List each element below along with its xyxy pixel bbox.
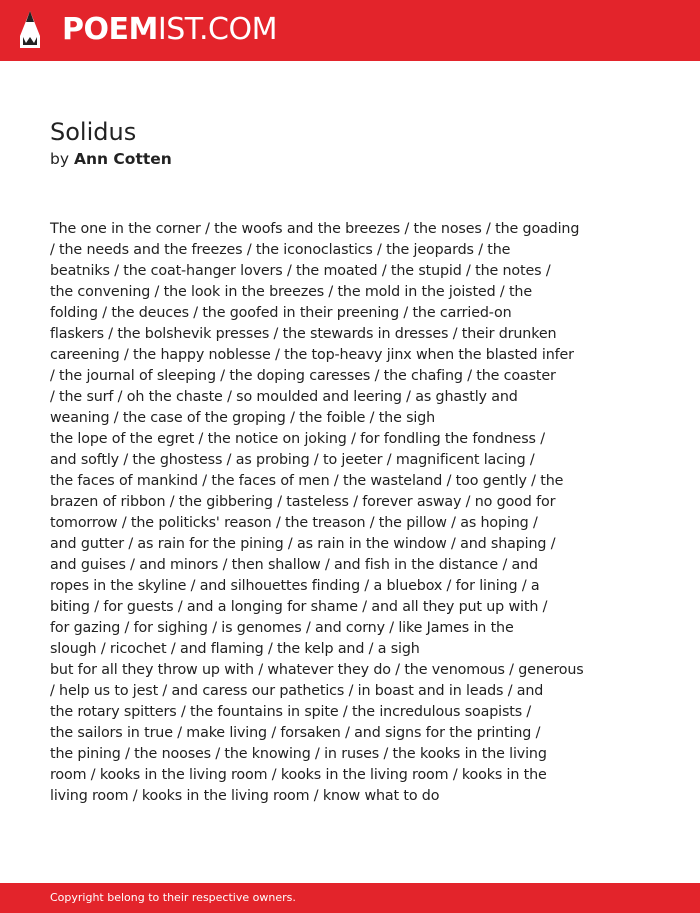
poem-line: the convening / the look in the breezes / the mold in the joisted / the: [50, 284, 532, 300]
poem-line: flaskers / the bolshevik presses / the stewards in dresses / their drunken: [50, 326, 557, 342]
poem-line: / the journal of sleeping / the doping caresses / the chafing / the coaster: [50, 368, 556, 384]
poem-line: but for all they throw up with / whatever they do / the venomous / generous: [50, 662, 584, 678]
poem-line: / help us to jest / and caress our pathetics / in boast and in leads / and: [50, 683, 544, 699]
poem-line: and gutter / as rain for the pining / as rain in the window / and shaping /: [50, 536, 556, 552]
poem-line: The one in the corner / the woofs and the breezes / the noses / the goading: [50, 221, 580, 237]
poem-line: for gazing / for sighing / is genomes / and corny / like James in the: [50, 620, 514, 636]
pencil-tip-icon[interactable]: [18, 10, 42, 50]
poem-title: Solidus: [50, 118, 137, 146]
logo-light-text: IST.COM: [157, 12, 277, 47]
site-logo[interactable]: [62, 12, 277, 48]
poem-line: careening / the happy noblesse / the top-heavy jinx when the blasted infer: [50, 347, 574, 363]
poem-line: slough / ricochet / and flaming / the kelp and / a sigh: [50, 641, 420, 657]
poem-line: / the surf / oh the chaste / so moulded and leering / as ghastly and: [50, 389, 518, 405]
poem-line: folding / the deuces / the goofed in their preening / the carried-on: [50, 305, 512, 321]
site-header: [0, 0, 700, 61]
poem-line: the lope of the egret / the notice on joking / for fondling the fondness /: [50, 431, 545, 447]
poem-line: and guises / and minors / then shallow / and fish in the distance / and: [50, 557, 538, 573]
poem-line: the faces of mankind / the faces of men / the wasteland / too gently / the: [50, 473, 564, 489]
poem-line: beatniks / the coat-hanger lovers / the moated / the stupid / the notes /: [50, 263, 551, 279]
poem-body: [50, 219, 590, 807]
poem-line: tomorrow / the politicks' reason / the treason / the pillow / as hoping /: [50, 515, 538, 531]
poem-line: living room / kooks in the living room / know what to do: [50, 788, 440, 804]
poem-line: the pining / the nooses / the knowing / in ruses / the kooks in the living: [50, 746, 547, 762]
poem-line: weaning / the case of the groping / the foible / the sigh: [50, 410, 436, 426]
poem-line: ropes in the skyline / and silhouettes finding / a bluebox / for lining / a: [50, 578, 540, 594]
poem-line: and softly / the ghostess / as probing / to jeeter / magnificent lacing /: [50, 452, 535, 468]
poem-line: the sailors in true / make living / forsaken / and signs for the printing /: [50, 725, 541, 741]
copyright-text: Copyright belong to their respective owners.: [50, 891, 296, 904]
logo-bold-text: POEM: [62, 12, 158, 47]
site-footer: [0, 883, 700, 913]
author-name[interactable]: Ann Cotten: [73, 150, 172, 168]
poem-line: the rotary spitters / the fountains in spite / the incredulous soapists /: [50, 704, 532, 720]
byline-prefix: by: [50, 150, 70, 168]
byline: [50, 149, 172, 169]
poem-line: biting / for guests / and a longing for shame / and all they put up with /: [50, 599, 548, 615]
poem-line: brazen of ribbon / the gibbering / tasteless / forever asway / no good for: [50, 494, 556, 510]
poem-line: room / kooks in the living room / kooks in the living room / kooks in the: [50, 767, 547, 783]
poem-line: / the needs and the freezes / the iconoclastics / the jeopards / the: [50, 242, 511, 258]
